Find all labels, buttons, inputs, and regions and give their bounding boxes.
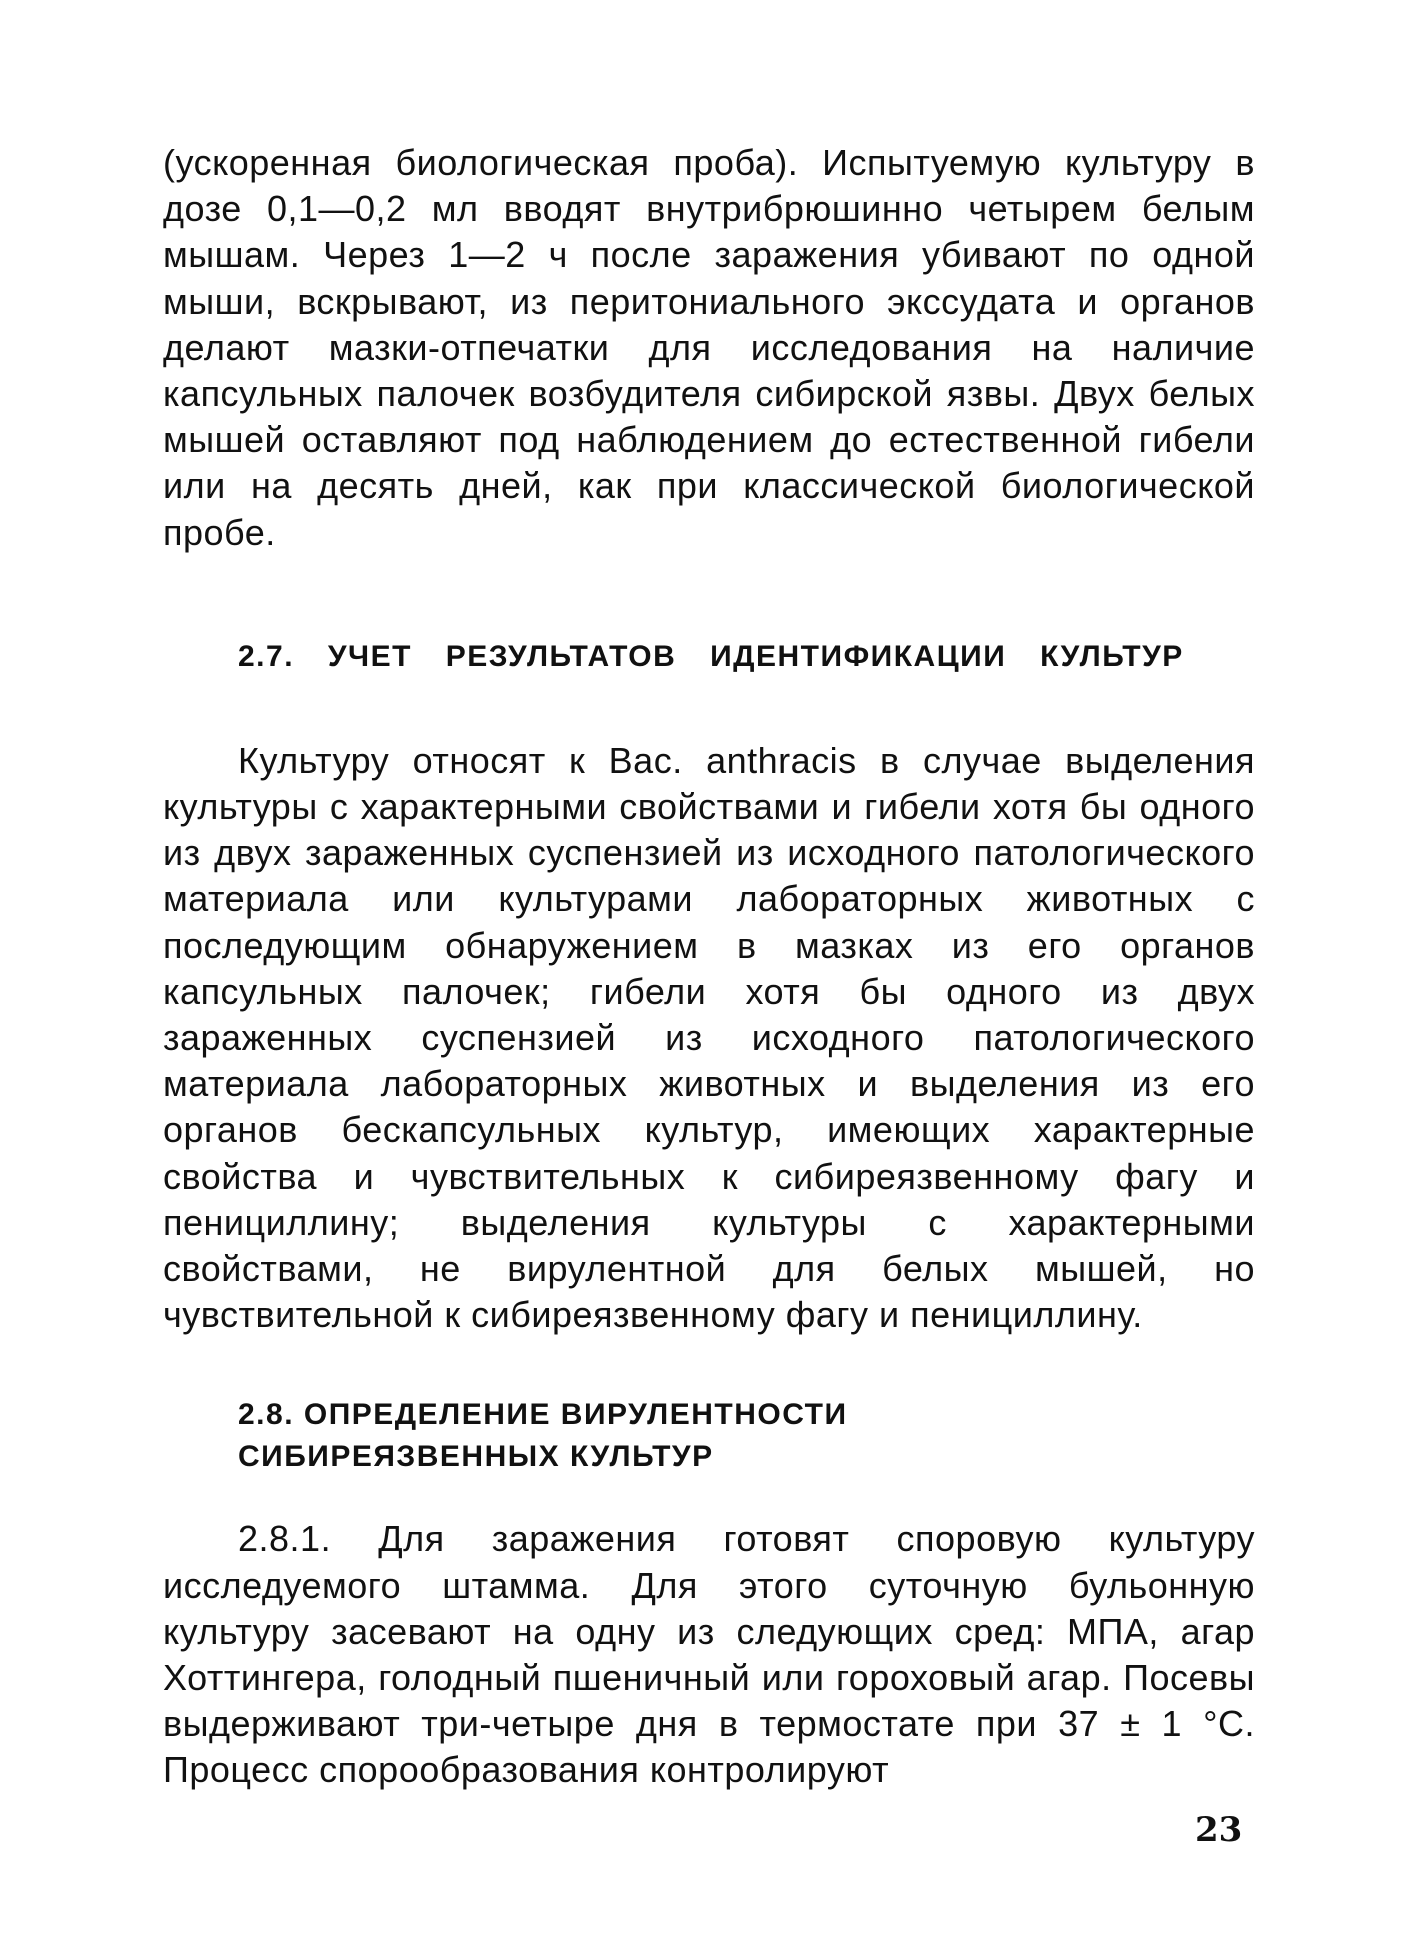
section-2-8-heading-line2: СИБИРЕЯЗВЕННЫХ КУЛЬТУР	[238, 1440, 714, 1474]
document-page	[163, 140, 1255, 1794]
intro-paragraph: (ускоренная биологическая проба). Испытуемую культуру в дозе 0,1—0,2 мл вводят внутрибрюшинно четырем белым мышам. Через 1—2 ч после заражения убивают по одной мыши, вскрывают, из перитониального экссудата и органов делают мазки-отпечатки для исследования на наличие капсульных палочек возбудителя сибирской язвы. Двух белых мышей оставляют под наблюдением до естественной гибели или на десять дней, как при классической биологической пробе.	[163, 142, 1255, 553]
page-number: 23	[1195, 1810, 1243, 1850]
section-2-8-1-paragraph: 2.8.1. Для заражения готовят споровую культуру исследуемого штамма. Для этого суточную бульонную культуру засевают на одну из следующих сред: МПА, агар Хоттингера, голодный пшеничный или гороховый агар. Посевы выдерживают три-четыре дня в термостате при 37 ± 1 °С. Процесс спорообразования контролируют	[163, 1518, 1255, 1791]
section-2-8-heading	[163, 1394, 1255, 1478]
section-2-8-heading-line1: 2.8. ОПРЕДЕЛЕНИЕ ВИРУЛЕНТНОСТИ	[238, 1398, 848, 1432]
section-2-7-paragraph: Культуру относят к Bac. anthracis в случае выделения культуры с характерными свойствами и гибели хотя бы одного из двух зараженных суспензией из исходного патологического материала или культурами лабораторных животных с последующим обнаружением в мазках из его органов капсульных палочек; гибели хотя бы одного из двух зараженных суспензией из исходного патологического материала лабораторных животных и выделения из его органов бескапсульных культур, имеющих характерные свойства и чувствительных к сибиреязвенному фагу и пенициллину; выделения культуры с характерными свойствами, не вирулентной для белых мышей, но чувствительной к сибиреязвенному фагу и пенициллину.	[163, 739, 1255, 1336]
section-2-7-heading: 2.7. УЧЕТ РЕЗУЛЬТАТОВ ИДЕНТИФИКАЦИИ КУЛЬТУР	[238, 639, 1184, 673]
